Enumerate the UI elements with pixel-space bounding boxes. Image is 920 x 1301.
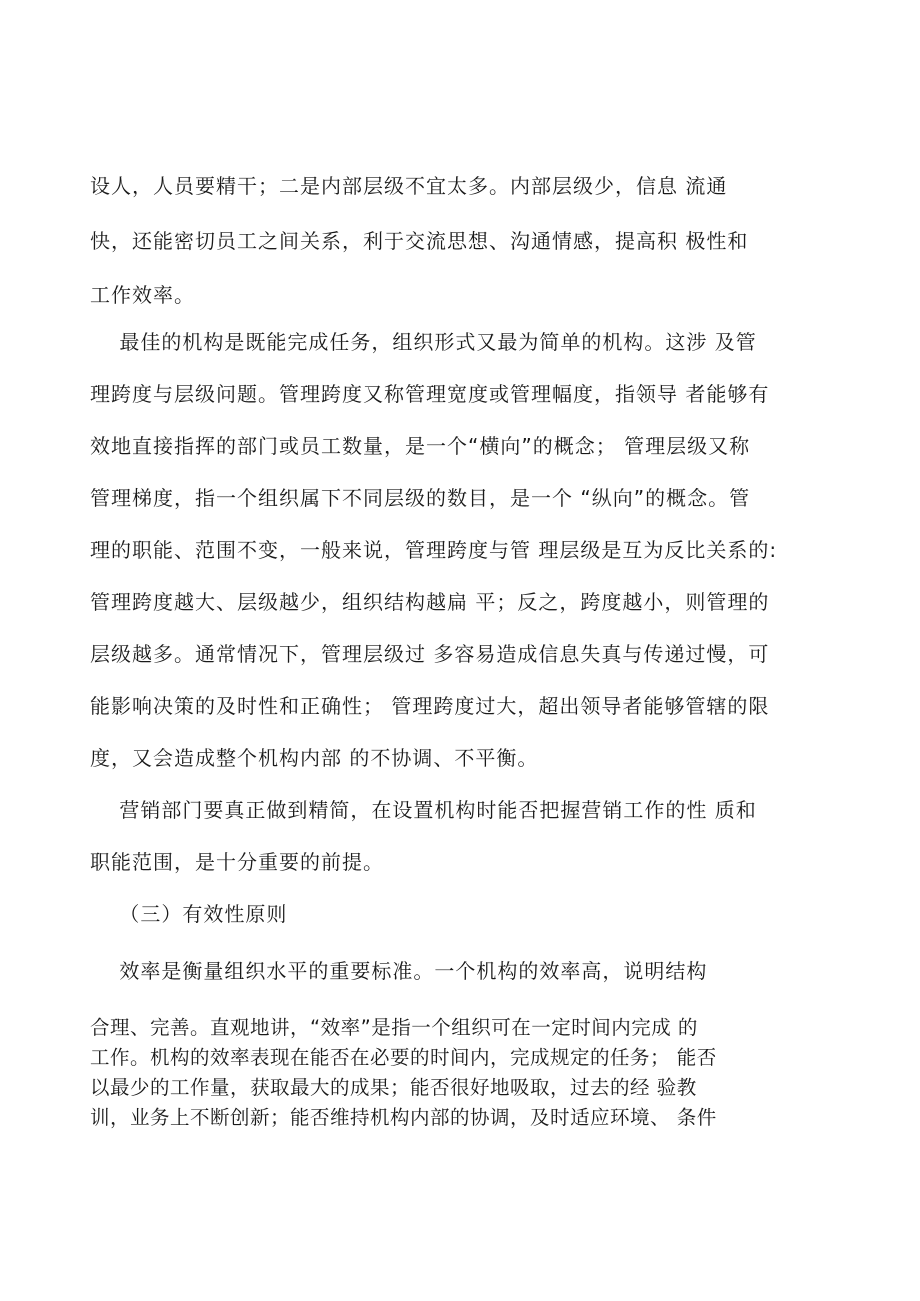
- text-line: 理跨度与层级问题。管理跨度又称管理宽度或管理幅度，指领导 者能够有: [90, 382, 770, 406]
- text-line: 营销部门要真正做到精简，在设置机构时能否把握营销工作的性 质和: [90, 798, 757, 822]
- text-line: 层级越多。通常情况下，管理层级过 多容易造成信息失真与传递过慢，可: [90, 642, 770, 666]
- text-line: 以最少的工作量，获取最大的成果；能否很好地吸取，过去的经 验教: [90, 1076, 697, 1099]
- text-line: 快，还能密切员工之间关系，利于交流思想、沟通情感，提高积 极性和: [90, 229, 749, 253]
- text-line: 效地直接指挥的部门或员工数量，是一个“横向”的概念； 管理层级又称: [90, 434, 751, 458]
- section-heading: （三）有效性原则: [90, 902, 288, 926]
- text-line: 设人，人员要精干；二是内部层级不宜太多。内部层级少，信息 流通: [90, 174, 728, 198]
- text-line: 能影响决策的及时性和正确性； 管理跨度过大，超出领导者能够管辖的限: [90, 694, 770, 718]
- text-line: 职能范围，是十分重要的前提。: [90, 850, 384, 874]
- text-line: 度，又会造成整个机构内部 的不协调、不平衡。: [90, 746, 539, 770]
- text-line: 管理跨度越大、层级越少，组织结构越扁 平；反之，跨度越小，则管理的: [90, 590, 770, 614]
- text-line: 管理梯度，指一个组织属下不同层级的数目，是一个 “纵向”的概念。管: [90, 486, 751, 510]
- text-line: 工作。机构的效率表现在能否在必要的时间内，完成规定的任务； 能否: [90, 1046, 717, 1069]
- text-line: 工作效率。: [90, 283, 195, 307]
- text-line: 训，业务上不断创新；能否维持机构内部的协调，及时适应环境、 条件: [90, 1106, 717, 1129]
- text-line: 合理、完善。直观地讲，“效率”是指一个组织可在一定时间内完成 的: [90, 1016, 698, 1039]
- text-line: 理的职能、范围不变，一般来说，管理跨度与管 理层级是互为反比关系的:: [90, 538, 778, 562]
- text-line: 最佳的机构是既能完成任务，组织形式又最为简单的机构。这涉 及管: [90, 330, 757, 354]
- text-line: 效率是衡量组织水平的重要标准。一个机构的效率高，说明结构: [90, 959, 708, 983]
